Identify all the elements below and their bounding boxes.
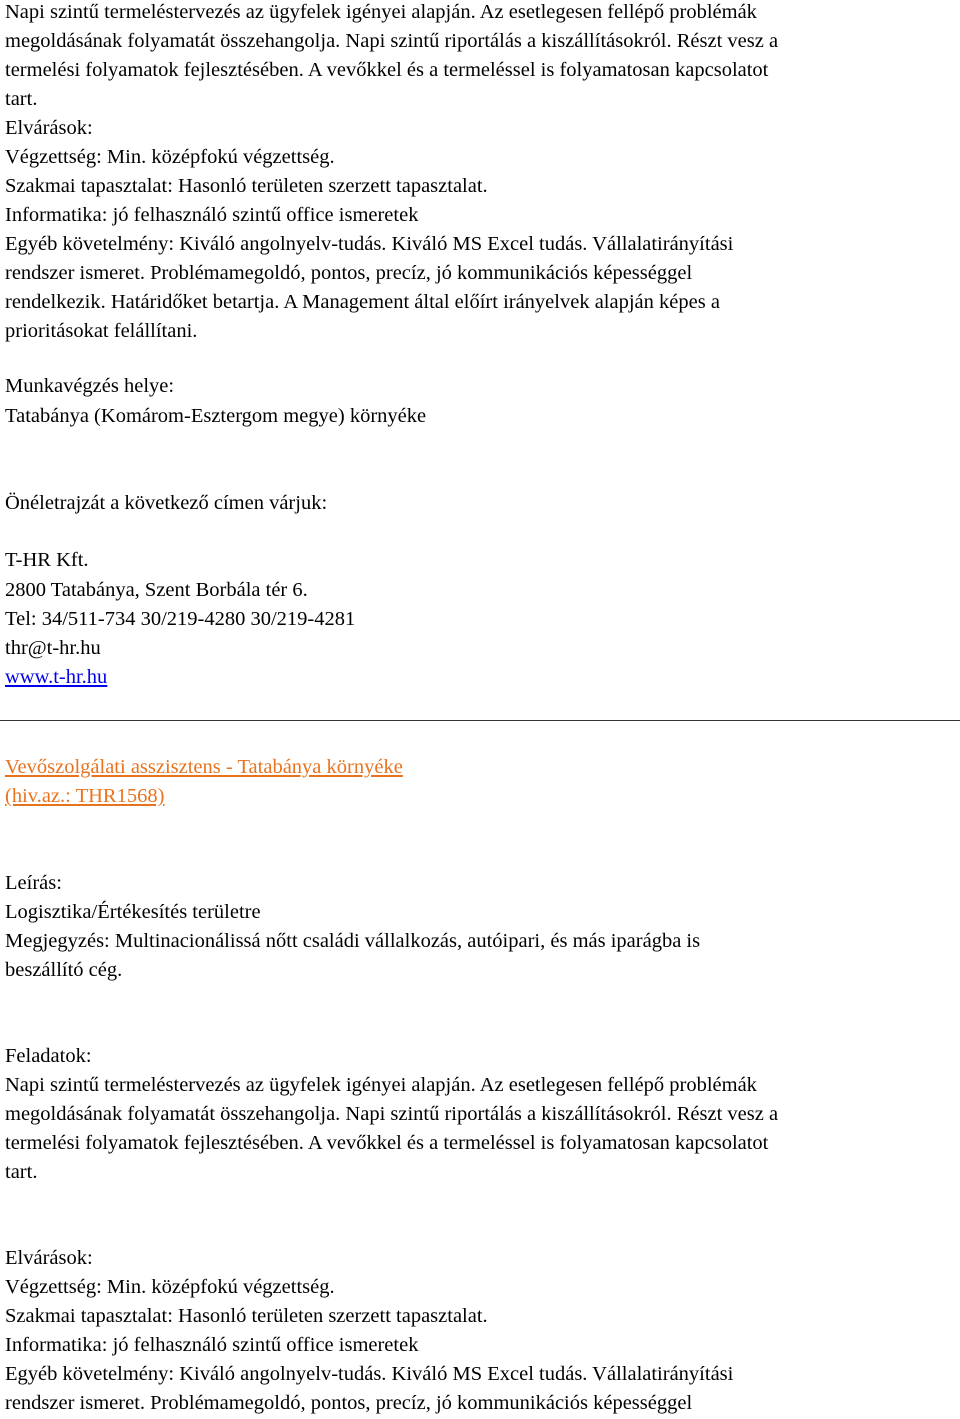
requirements-line: Informatika: jó felhasználó szintű office ismeretek bbox=[5, 204, 419, 226]
tasks-line: megoldásának folyamatát összehangolja. Napi szintű riportálás a kiszállításokról. Részt vesz a bbox=[5, 30, 779, 52]
section-divider bbox=[0, 720, 960, 721]
cv-label: Önéletrajzát a következő címen várjuk: bbox=[5, 492, 328, 514]
requirements-label: Elvárások: bbox=[5, 1247, 93, 1269]
workplace-label: Munkavégzés helye: bbox=[5, 375, 175, 397]
requirements-line: prioritásokat felállítani. bbox=[5, 320, 198, 342]
company-phone: Tel: 34/511-734 30/219-4280 30/219-4281 bbox=[5, 608, 356, 630]
tasks-line: Napi szintű termeléstervezés az ügyfelek igényei alapján. Az esetlegesen fellépő problémák bbox=[5, 1074, 757, 1096]
requirements-line: Egyéb követelmény: Kiváló angolnyelv-tudás. Kiváló MS Excel tudás. Vállalatirányítási bbox=[5, 1363, 734, 1385]
requirements-label: Elvárások: bbox=[5, 117, 93, 139]
description-label: Leírás: bbox=[5, 872, 62, 894]
requirements-line: rendszer ismeret. Problémamegoldó, pontos, precíz, jó kommunikációs képességgel bbox=[5, 1392, 693, 1414]
website-link[interactable]: www.t-hr.hu bbox=[5, 666, 108, 688]
tasks-line: termelési folyamatok fejlesztésében. A vevőkkel és a termeléssel is folyamatosan kapcsolatot bbox=[5, 1132, 769, 1154]
description-line: Megjegyzés: Multinacionálissá nőtt családi vállalkozás, autóipari, és más iparágba is bbox=[5, 930, 701, 952]
job-reference-link[interactable]: (hiv.az.: THR1568) bbox=[5, 785, 165, 807]
tasks-line: Napi szintű termeléstervezés az ügyfelek igényei alapján. Az esetlegesen fellépő problémák bbox=[5, 1, 757, 23]
requirements-line: rendszer ismeret. Problémamegoldó, pontos, precíz, jó kommunikációs képességgel bbox=[5, 262, 693, 284]
tasks-line: megoldásának folyamatát összehangolja. Napi szintű riportálás a kiszállításokról. Részt vesz a bbox=[5, 1103, 779, 1125]
tasks-line: termelési folyamatok fejlesztésében. A vevőkkel és a termeléssel is folyamatosan kapcsolatot bbox=[5, 59, 769, 81]
company-name: T-HR Kft. bbox=[5, 549, 89, 571]
tasks-line: tart. bbox=[5, 1161, 38, 1183]
description-line: beszállító cég. bbox=[5, 959, 123, 981]
requirements-line: Egyéb követelmény: Kiváló angolnyelv-tudás. Kiváló MS Excel tudás. Vállalatirányítási bbox=[5, 233, 734, 255]
requirements-line: Szakmai tapasztalat: Hasonló területen szerzett tapasztalat. bbox=[5, 1305, 488, 1327]
requirements-line: Végzettség: Min. középfokú végzettség. bbox=[5, 1276, 335, 1298]
job-title-link[interactable]: Vevőszolgálati asszisztens - Tatabánya környéke bbox=[5, 756, 403, 778]
workplace-value: Tatabánya (Komárom-Esztergom megye) környéke bbox=[5, 405, 427, 427]
company-email: thr@t-hr.hu bbox=[5, 637, 101, 659]
tasks-line: tart. bbox=[5, 88, 38, 110]
description-line: Logisztika/Értékesítés területre bbox=[5, 901, 261, 923]
company-address: 2800 Tatabánya, Szent Borbála tér 6. bbox=[5, 579, 308, 601]
requirements-line: Szakmai tapasztalat: Hasonló területen szerzett tapasztalat. bbox=[5, 175, 488, 197]
tasks-label: Feladatok: bbox=[5, 1045, 92, 1067]
requirements-line: Informatika: jó felhasználó szintű office ismeretek bbox=[5, 1334, 419, 1356]
requirements-line: rendelkezik. Határidőket betartja. A Management által előírt irányelvek alapján képes a bbox=[5, 291, 720, 313]
requirements-line: Végzettség: Min. középfokú végzettség. bbox=[5, 146, 335, 168]
